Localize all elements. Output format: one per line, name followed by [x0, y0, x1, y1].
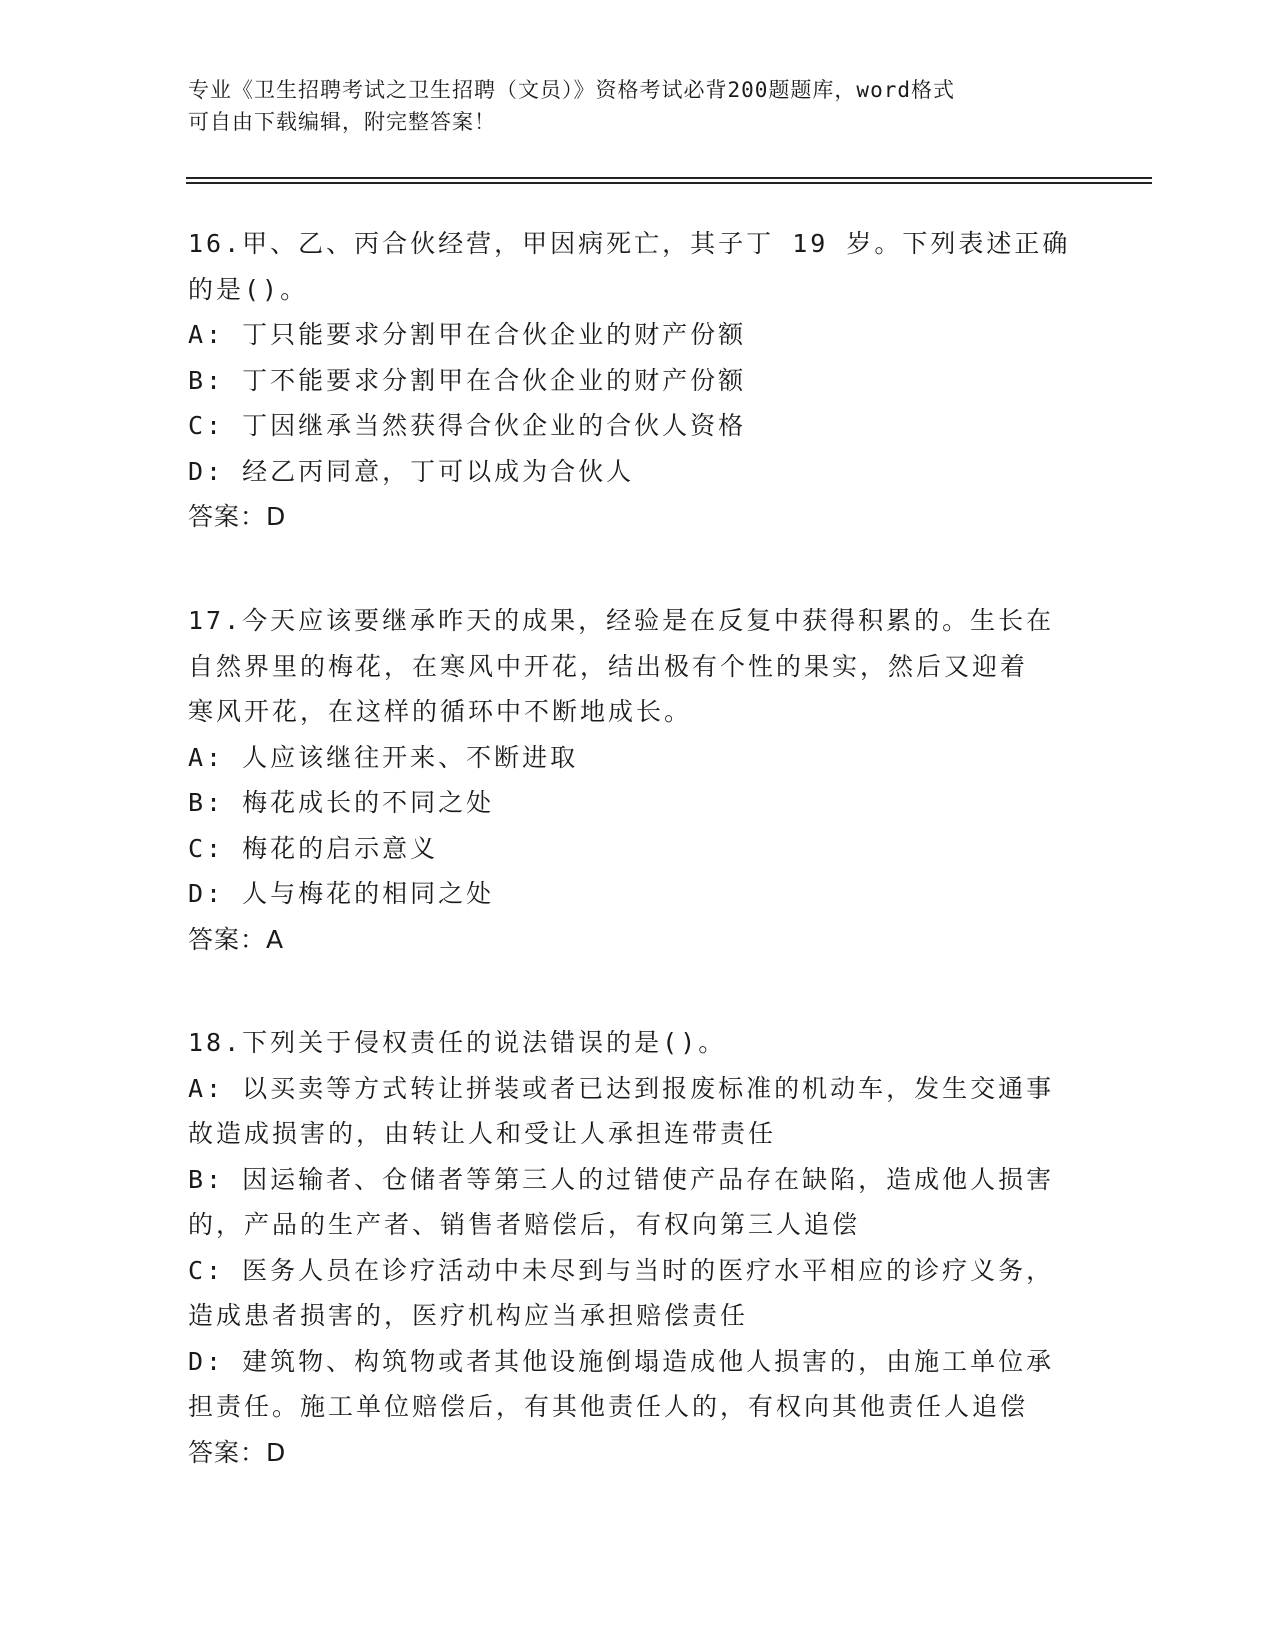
question-stem-line: 自然界里的梅花，在寒风中开花，结出极有个性的果实，然后又迎着 — [188, 651, 1029, 681]
option-b: B: 梅花成长的不同之处 — [188, 788, 495, 817]
option-b-continued: 的，产品的生产者、销售者赔偿后，有权向第三人追偿 — [188, 1210, 861, 1239]
question-stem-line: 18.下列关于侵权责任的说法错误的是()。 — [188, 1028, 727, 1057]
question-stem-line: 16.甲、乙、丙合伙经营，甲因病死亡，其子丁 19 岁。下列表述正确 — [188, 229, 1071, 258]
option-a: A: 人应该继往开来、不断进取 — [188, 742, 579, 772]
option-c: C: 梅花的启示意义 — [188, 833, 439, 863]
option-d: D: 经乙丙同意，丁可以成为合伙人 — [188, 456, 635, 486]
header-title-line-2: 可自由下载编辑，附完整答案！ — [188, 110, 496, 134]
question-17 — [188, 598, 1088, 962]
option-b: B: 因运输者、仓储者等第三人的过错使产品存在缺陷，造成他人损害 — [188, 1164, 1055, 1194]
answer-label: 答案：D — [188, 502, 287, 531]
question-stem-line: 寒风开花，在这样的循环中不断地成长。 — [188, 697, 693, 726]
header-title-line-1: 专业《卫生招聘考试之卫生招聘（文员）》资格考试必背200题题库，word格式 — [188, 78, 955, 102]
answer-label: 答案：D — [188, 1437, 287, 1467]
question-stem-line: 的是()。 — [188, 274, 309, 304]
option-c-continued: 造成患者损害的，医疗机构应当承担赔偿责任 — [188, 1301, 749, 1330]
question-18 — [188, 1020, 1088, 1475]
question-stem-line: 17.今天应该要继承昨天的成果，经验是在反复中获得积累的。生长在 — [188, 606, 1055, 635]
answer-label: 答案：A — [188, 924, 285, 954]
option-d-continued: 担责任。施工单位赔偿后，有其他责任人的，有权向其他责任人追偿 — [188, 1392, 1029, 1421]
question-16 — [188, 221, 1088, 540]
option-d: D: 建筑物、构筑物或者其他设施倒塌造成他人损害的，由施工单位承 — [188, 1346, 1055, 1376]
document-header — [188, 74, 1068, 138]
option-c: C: 医务人员在诊疗活动中未尽到与当时的医疗水平相应的诊疗义务， — [188, 1255, 1055, 1285]
option-a-continued: 故造成损害的，由转让人和受让人承担连带责任 — [188, 1119, 777, 1148]
option-b: B: 丁不能要求分割甲在合伙企业的财产份额 — [188, 365, 747, 395]
option-a: A: 以买卖等方式转让拼装或者已达到报废标准的机动车，发生交通事 — [188, 1073, 1055, 1103]
option-c: C: 丁因继承当然获得合伙企业的合伙人资格 — [188, 411, 747, 440]
option-a: A: 丁只能要求分割甲在合伙企业的财产份额 — [188, 320, 747, 349]
option-d: D: 人与梅花的相同之处 — [188, 879, 495, 908]
header-divider-bottom — [186, 182, 1152, 184]
header-divider-top — [186, 177, 1152, 179]
